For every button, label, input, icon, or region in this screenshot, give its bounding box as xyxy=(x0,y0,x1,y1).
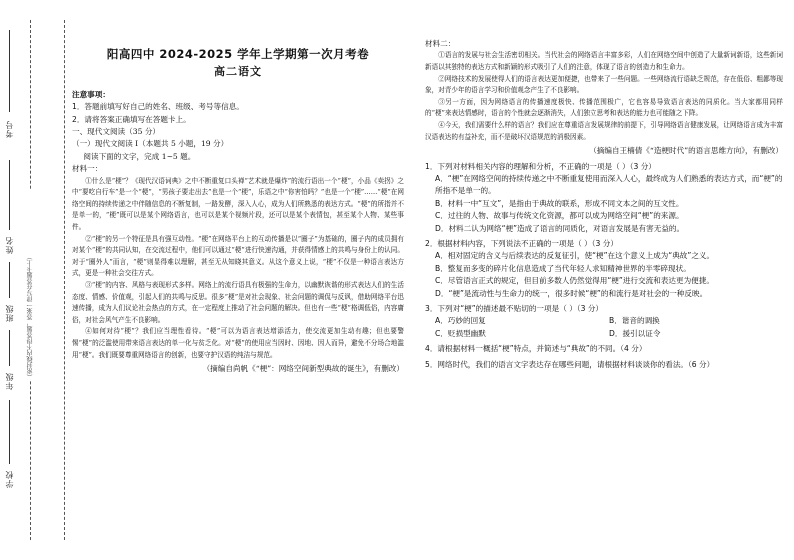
binding-strip xyxy=(0,0,70,560)
name-line xyxy=(9,160,10,230)
question-3: 3．下列对“梗”的描述最不贴切的一项是（ ）（3 分） xyxy=(425,304,604,314)
question-1-option-d: D．材料二认为网络“梗”造成了语言的同质化，对语言发展是有害无益的。 xyxy=(435,223,685,233)
material-1-heading: 材料一： xyxy=(72,164,103,174)
question-1-option-c: C．过往的人物、故事与传统文化资源，都可以成为网络空间“梗”的来源。 xyxy=(435,211,684,221)
notice-item-2: 2．请将答案正确填写在答题卡上。 xyxy=(72,114,191,124)
material-2-heading: 材料二： xyxy=(425,39,456,48)
paragraph-2: ②“梗”的另一个特征是具有强互动性。“梗”在网络平台上的互动传播是以“圈子”为基础的，圈子内的成员拥有对某个“梗”的共同认知，在交流过程中，他们可以通过“梗”进行快速沟通，并获得情感上的共鸣与身份上的认同。对于“圈外人”而言，“梗”则显得难以理解，甚至无从知晓其意义。从这个意义上说，“梗”不仅是一种语言表达方式，更是一种社会交往方式。 xyxy=(72,234,404,278)
subsection-heading: （一）现代文阅读 I（本题共 5 小题，19 分） xyxy=(72,139,229,149)
source-note: （摘编自尚帆《“梗”：网络空间新型典故的诞生》，有删改） xyxy=(202,364,404,374)
paragraph-4: ④如何对待“梗”？我们应当理性看待。“梗”可以为语言表达增添活力，使交流更加生动有趣；但也要警惕“梗”的泛滥使用带来语言表达的单一化与贫乏化。对“梗”的使用应当因时、因地、因人而异，避免不分场合地滥用“梗”。我们既要尊重网络语言的创新，也要守护汉语的纯洁与规范。 xyxy=(72,327,404,359)
school-line xyxy=(9,400,10,464)
question-3-option-b: B．谐音的调换 xyxy=(609,316,660,326)
seal-notice: （密封线内不得答题，答案一律写在答题卡上） xyxy=(26,190,35,380)
reading-instruction: 阅读下面的文字，完成 1~5 题。 xyxy=(83,151,196,161)
paragraph-m2-3: ③另一方面，因为网络语言的传播速度极快、传播范围极广，它也容易导致语言表达的同质化。当大家都用同样的“梗”来表达情感时，语言的个性就会逐渐消失，人们独立思考和表达的能力也可能随之下降。 xyxy=(425,97,783,118)
exam-subject: 高二语文 xyxy=(214,65,262,79)
exam-number-line xyxy=(9,30,10,112)
question-2-option-c: C．尽管语言正式的规定，但目前多数人仍然觉得用“梗”进行交流和表达更为便捷。 xyxy=(435,276,714,286)
section-heading: 一、现代文阅读（35 分） xyxy=(72,127,161,137)
label-class: 班级 xyxy=(5,304,14,322)
source-note-2: （摘编自王楠倩《“造梗时代”的语言思维方向》，有删改） xyxy=(589,146,783,156)
right-column xyxy=(425,38,783,371)
question-3-option-c: C．贬损型幽默 xyxy=(435,328,486,338)
label-school: 学校 xyxy=(5,470,14,488)
notice-item-1: 1．答题前填写好自己的姓名、班级、考号等信息。 xyxy=(72,102,244,112)
question-2-option-d: D．“梗”是流动性与生命力的统一，很多时候“梗”的和流行是对社会的一种反映。 xyxy=(435,288,708,298)
question-3-options-row-2 xyxy=(435,328,783,340)
paragraph-m2-1: ①语言的发展与社会生活密切相关。当代社会的网络语言丰富多彩，人们在网络空间中创造了大量新词新语，这些新词新语以其独特的表达方式和新颖的形式吸引了人们的注意，体现了语言的创造力和生命力。 xyxy=(425,51,783,71)
question-2-option-a: A．相对固定的含义与后续表达的反复征引，使“梗”在这个意义上成为“典故”之义。 xyxy=(435,251,715,261)
grade-line xyxy=(9,330,10,366)
exam-title: 阳高四中 2024-2025 学年上学期第一次月考卷 xyxy=(106,47,370,61)
question-1-option-b: B．材料一中“互文”，是指由于典故的联系，形成不同文本之间的互文性。 xyxy=(435,198,684,208)
label-grade: 年级 xyxy=(5,372,14,390)
notice-heading: 注意事项： xyxy=(72,89,110,99)
question-3-option-a: A．巧妙的回复 xyxy=(435,316,486,326)
seal-line-inner xyxy=(64,20,65,540)
question-5: 5．网络时代，我们的语言文字表达存在哪些问题，请根据材料谈谈你的看法。（6 分） xyxy=(425,359,715,369)
class-line xyxy=(9,262,10,298)
question-2-option-b: B．整复而多变的碎片化信息造成了当代年轻人求知精神世界的半零碎现状。 xyxy=(435,263,691,273)
paragraph-1: ①什么是“梗”？《现代汉语词典》之中不断重复口头禅“艺术就是爆炸”的流行语出一个“梗”，小品《卖拐》之中“要吃自行车”是一个“梗”，“男孩子要走出去”也是一个“梗”，乐语之中“你害怕吗？”也是一个“梗”……“梗”在网络空间的持续传递之中伴随信息的不断复制，一路发酵，深入人心，成为人们所熟悉的表达方式。“梗”的所指并不是单一的，“梗”既可以是某个网络语言，也可以是某个视频片段，还可以是某个表情包，甚至某个人物、某些事件。 xyxy=(72,176,404,232)
question-2: 2．根据材料内容，下列说法不正确的一项是（ ）（3 分） xyxy=(425,239,618,248)
label-exam-number: 考号 xyxy=(5,120,14,138)
paragraph-3: ③“梗”的内容、风格与表现形式多样。网络上的流行语具有极强的生命力，以幽默诙谐的形式表达人们的生活态度、情感、价值观，引起人们的共鸣与反思。很多“梗”是对社会现象、社会问题的调侃与反讽，借助网络平台迅速传播，成为人们议论社会热点的方式，在一定程度上推动了社会问题的解决。但也有一些“梗”格调低俗，内容庸俗，对社会风气产生不良影响。 xyxy=(72,281,404,324)
question-3-option-d: D．援引以证令 xyxy=(609,328,661,338)
question-1: 1．下列对材料相关内容的理解和分析，不正确的一项是（ ）（3 分） xyxy=(425,161,656,171)
left-column xyxy=(72,34,404,376)
label-name: 姓名 xyxy=(5,236,14,254)
question-4: 4．请根据材料一概括“梗”特点，并简述与“典故”的不同。（4 分） xyxy=(425,344,647,354)
paragraph-m2-4: ④今天，我们需要什么样的语言？我们应在尊重语言发展规律的前提下，引导网络语言健康发展，让网络语言成为丰富汉语表达的有益补充，而不是破坏汉语规范的消极因素。 xyxy=(425,120,783,141)
question-3-options-row-1 xyxy=(435,315,783,327)
question-1-option-a: A．“梗”在网络空间的持续传递之中不断重复使用而深入人心，最终成为人们熟悉的表达方式，而“梗”的所指不是单一的。 xyxy=(435,173,783,196)
paragraph-m2-2: ②网络技术的发展使得人们的语言表达更加便捷，也带来了一些问题。一些网络流行语缺乏规范，存在低俗、粗鄙等现象，对青少年的语言学习和价值观念产生了不良影响。 xyxy=(425,74,783,95)
